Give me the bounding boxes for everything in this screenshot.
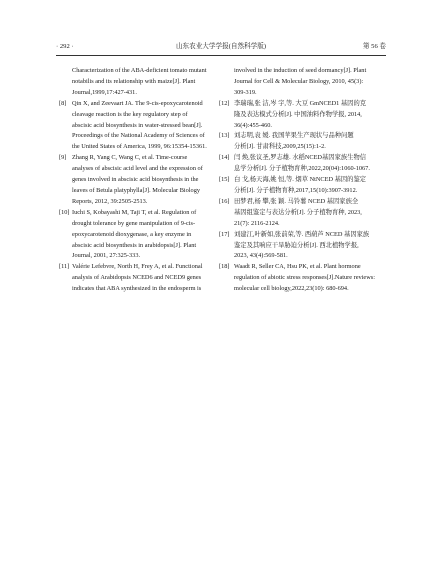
reference-number: [16] bbox=[219, 197, 230, 205]
reference-line: molecular cell biology,2022,23(10): 680-694. bbox=[234, 285, 349, 293]
reference-line: indicates that ABA synthesized in the endosperm is bbox=[72, 285, 202, 293]
reference-text bbox=[59, 208, 213, 263]
reference-line: 基因组鉴定与表达分析[J]. 分子植物育种, 2023, bbox=[234, 208, 362, 216]
reference-entry bbox=[219, 262, 373, 295]
reference-line: Qin X, and Zeevaart JA. The 9-cis-epoxycarotenoid bbox=[72, 99, 203, 107]
reference-line: Characterization of the ABA-deficient tomato mutant bbox=[72, 67, 207, 74]
reference-entry bbox=[219, 153, 373, 175]
reference-text bbox=[219, 230, 373, 263]
reference-text bbox=[219, 131, 373, 153]
reference-entry bbox=[219, 131, 373, 153]
reference-number: [18] bbox=[219, 263, 230, 271]
reference-entry bbox=[59, 99, 213, 154]
volume-number: 第 56 卷 bbox=[362, 43, 386, 50]
reference-text bbox=[59, 153, 213, 208]
reference-text bbox=[219, 175, 373, 197]
reference-line: abscisic acid biosynthesis in arabidopsis[J]. Plant bbox=[72, 241, 197, 249]
reference-line: Reports, 2012, 39:2505-2513. bbox=[72, 197, 148, 205]
reference-text bbox=[219, 262, 373, 295]
reference-line: 刘建江,叶新如,张前荣,等. 西葫芦 NCED 基因家族 bbox=[234, 230, 370, 238]
reference-line: abscisic acid biosynthesis in water-stressed bean[J]. bbox=[72, 121, 203, 129]
reference-entry bbox=[219, 99, 373, 132]
reference-line: 21(7): 2116-2124. bbox=[234, 219, 280, 227]
reference-entry bbox=[219, 197, 373, 230]
reference-line: leaves of Betula platyphylla[J]. Molecular Biology bbox=[72, 186, 201, 194]
reference-line: 鉴定及其响应干旱胁迫分析[J]. 西北植物学报, bbox=[234, 241, 359, 249]
reference-line: Iuchi S, Kobayashi M, Taji T, et al. Regulation of bbox=[72, 208, 197, 216]
reference-number: [15] bbox=[219, 176, 230, 184]
reference-entry bbox=[219, 175, 373, 197]
reference-line: the United States of America, 1999, 96:15354-15361. bbox=[72, 143, 207, 151]
reference-text bbox=[59, 66, 213, 99]
reference-entry bbox=[59, 208, 213, 263]
reference-entry bbox=[59, 66, 213, 99]
reference-line: Valérie Lefebvre, North H, Frey A, et al. Functional bbox=[72, 263, 203, 271]
reference-number: [13] bbox=[219, 132, 230, 140]
reference-line: 田梦君,杨 攀,张 颖. 马铃薯 NCED 基因家族全 bbox=[234, 197, 359, 205]
reference-line: 309-319. bbox=[234, 88, 257, 96]
running-header bbox=[56, 41, 386, 53]
reference-line: cleavage reaction is the key regulatory step of bbox=[72, 110, 188, 118]
reference-line: analyses of abscisic acid level and the expression of bbox=[72, 165, 203, 173]
reference-number: [12] bbox=[219, 99, 230, 107]
reference-line: Journal, 2001, 27:325-333. bbox=[72, 252, 141, 260]
reference-number: [11] bbox=[59, 263, 70, 271]
journal-title: 山东农业大学学报(自然科学版) bbox=[175, 43, 267, 50]
reference-number: [8] bbox=[59, 99, 67, 107]
reference-text bbox=[219, 99, 373, 132]
reference-number: [17] bbox=[219, 230, 230, 238]
reference-text bbox=[219, 153, 373, 175]
reference-line: 隆及表达模式分析[J]. 中国油料作物学报, 2014, bbox=[234, 110, 362, 118]
reference-text bbox=[219, 66, 373, 99]
reference-entry bbox=[219, 66, 373, 99]
reference-number: [10] bbox=[59, 208, 70, 216]
reference-line: analysis of Arabidopsis NCED6 and NCED9 genes bbox=[72, 274, 202, 282]
reference-line: Zhang R, Yang C, Wang C, et al. Time-course bbox=[72, 154, 188, 162]
page-number: · 292 · bbox=[56, 43, 74, 50]
reference-line: notabilis and its relationship with maize[J]. Plant bbox=[72, 77, 196, 85]
reference-text bbox=[59, 262, 213, 295]
reference-number: [9] bbox=[59, 154, 67, 162]
header-rule bbox=[56, 55, 386, 56]
reference-line: regulation of abiotic stress responses[J].Nature reviews: bbox=[234, 274, 375, 282]
reference-line: 2023, 43(4):569-581. bbox=[234, 252, 288, 260]
reference-line: genes involved in abscisic acid biosynthesis in the bbox=[72, 176, 199, 184]
reference-entry bbox=[219, 230, 373, 263]
reference-line: Waadt R, Seller CA, Hsu PK, et al. Plant hormone bbox=[234, 263, 361, 271]
reference-line: epoxycarotenoid dioxygenase, a key enzyme in bbox=[72, 230, 192, 238]
reference-line: Journal for Cell & Molecular Biology, 2010, 45(3): bbox=[234, 77, 364, 85]
references-left-column bbox=[59, 66, 213, 295]
reference-line: involved in the induction of seed dormancy[J]. Plant bbox=[234, 67, 367, 74]
reference-line: 36(4):455-460. bbox=[234, 121, 272, 129]
reference-line: Proceedings of the National Academy of Sciences of bbox=[72, 132, 205, 140]
reference-line: 李瑞瑞,张 洁,岑 宇,等. 大豆 GmNCED1 基因的克 bbox=[234, 99, 367, 107]
reference-text bbox=[219, 197, 373, 230]
reference-line: 息学分析[J]. 分子植物育种,2022,20(04):1060-1067. bbox=[234, 165, 370, 173]
reference-number: [14] bbox=[219, 154, 230, 162]
reference-entry bbox=[59, 262, 213, 295]
reference-line: drought tolerance by gene manipulation of 9-cis- bbox=[72, 219, 196, 227]
reference-entry bbox=[59, 153, 213, 208]
reference-line: 闫 焕,张议圣,罗志雄. 水稻NCED基因家族生物信 bbox=[234, 154, 367, 162]
reference-line: Journal,1999,17:427-431. bbox=[72, 88, 137, 96]
reference-line: 分析[J]. 甘肃科技,2009,25(15):1-2. bbox=[234, 143, 326, 151]
reference-line: 分析[J]. 分子植物育种,2017,15(10):3907-3912. bbox=[234, 186, 358, 194]
reference-text bbox=[59, 99, 213, 154]
reference-line: 刘志明,袁 媛. 我国苹果生产现状与品种问题 bbox=[234, 132, 354, 140]
references-right-column bbox=[219, 66, 373, 295]
reference-line: 白 戈,杨天海,姚 恒,等. 烟草 NtNCED 基因的鉴定 bbox=[234, 176, 367, 184]
